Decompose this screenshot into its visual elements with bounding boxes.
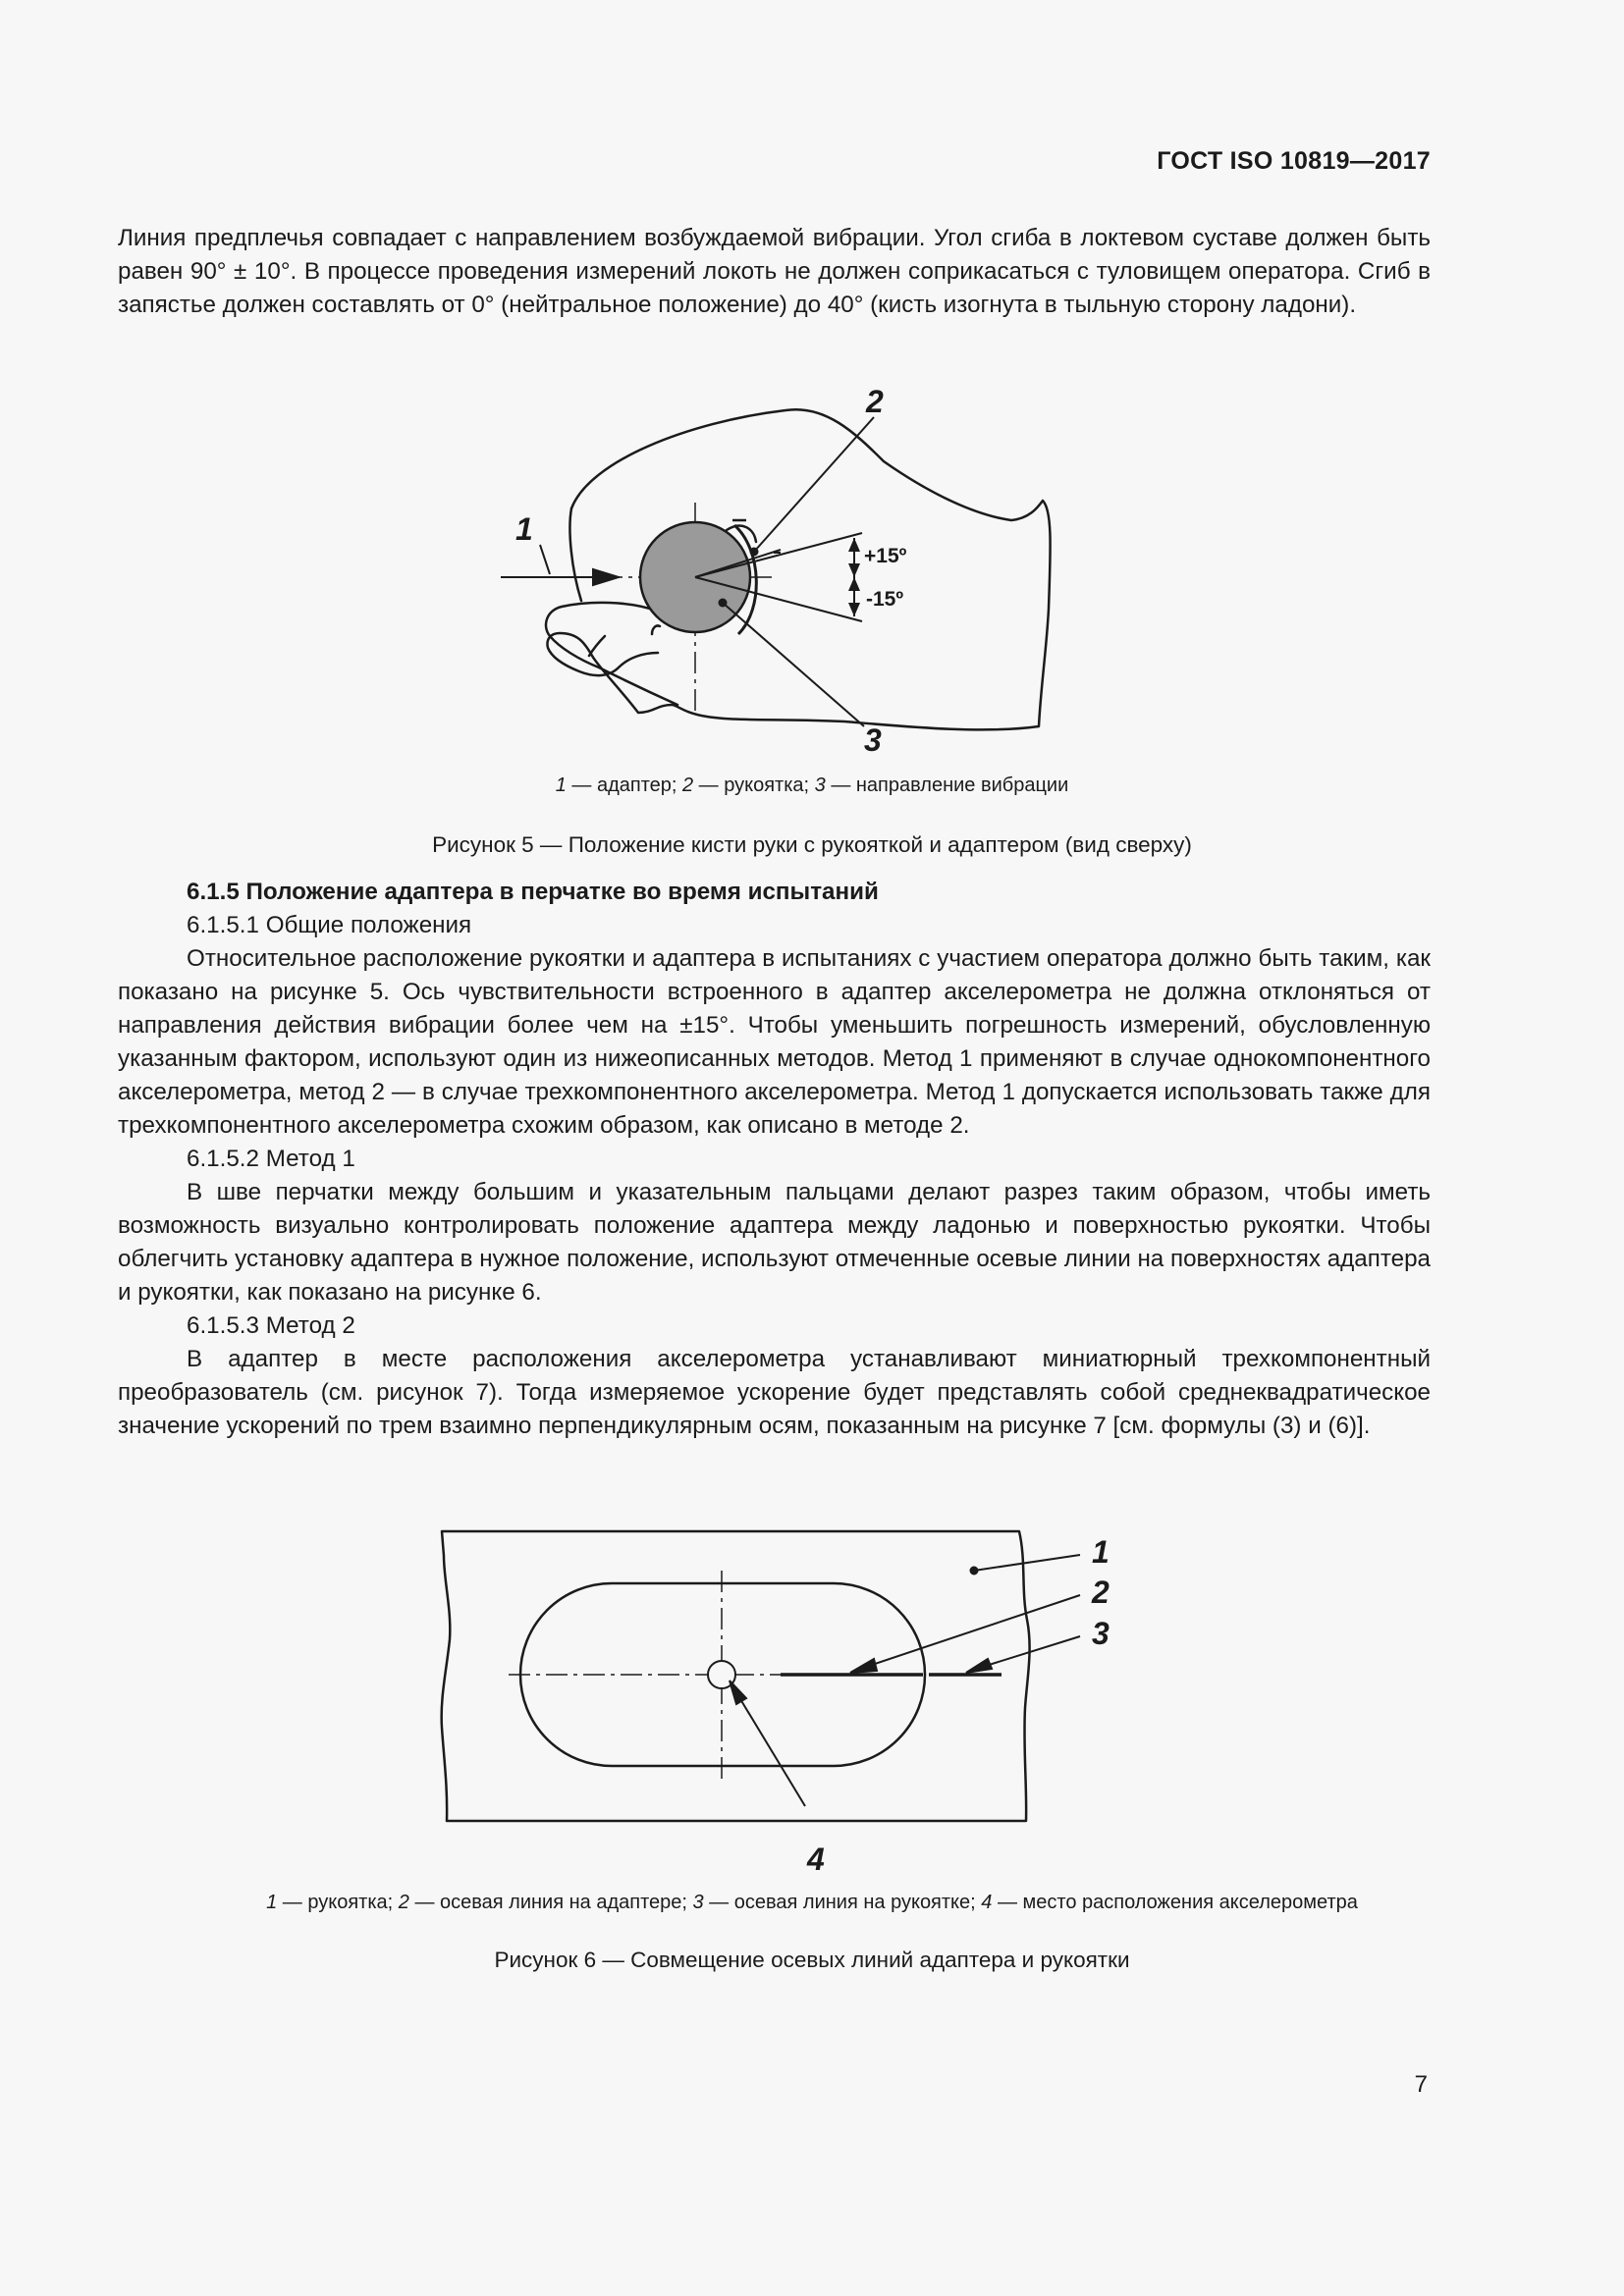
section-heading: 6.1.5 Положение адаптера в перчатке во время испытаний <box>187 879 879 905</box>
hand-outline <box>548 409 1051 729</box>
legend-text: — место расположения акселерометра <box>992 1892 1358 1913</box>
legend-key: 1 <box>555 774 567 796</box>
figure-5-hand-diagram <box>471 378 1080 771</box>
fig5-angle-minus: -15º <box>866 588 904 611</box>
fig6-label-2: 2 <box>1092 1575 1110 1610</box>
page-number: 7 <box>1414 2071 1428 2098</box>
section-6-1-5 <box>118 876 1431 1443</box>
fig6-label-1: 1 <box>1092 1534 1110 1570</box>
figure-6-axis-diagram <box>422 1517 1168 1880</box>
legend-text: — рукоятка; <box>277 1892 399 1913</box>
fig5-label-2: 2 <box>866 384 884 419</box>
intro-paragraph <box>118 222 1431 322</box>
fig5-label-3: 3 <box>864 722 882 758</box>
fig6-label-4: 4 <box>807 1842 825 1877</box>
legend-key: 4 <box>981 1892 993 1913</box>
legend-text: — осевая линия на рукоятке; <box>703 1892 982 1913</box>
figure-5-caption: Рисунок 5 — Положение кисти руки с рукояткой и адаптером (вид сверху) <box>432 832 1192 857</box>
legend-key: 3 <box>814 774 826 796</box>
legend-text: — осевая линия на адаптере; <box>408 1892 693 1913</box>
legend-key: 3 <box>692 1892 704 1913</box>
fig5-label-1: 1 <box>515 511 533 547</box>
legend-key: 2 <box>681 774 694 796</box>
legend-text: — направление вибрации <box>825 774 1069 796</box>
legend-key: 1 <box>266 1892 278 1913</box>
fig6-label-3: 3 <box>1092 1616 1110 1651</box>
subsection-title: 6.1.5.2 Метод 1 <box>187 1146 355 1172</box>
legend-key: 2 <box>398 1892 409 1913</box>
subsection-text: В адаптер в месте расположения акселерометра устанавливают миниатюрный трехкомпонентный преобразователь (см. рисунок 7). Тогда измеряемое ускорение будет представлять собой среднеквадратическое значение ускорений по трем взаимно перпендикулярным осям, показанным на рисунке 7 [см. формулы (3) и (6)]. <box>118 1346 1431 1439</box>
figure-6-caption: Рисунок 6 — Совмещение осевых линий адаптера и рукоятки <box>494 1948 1130 1972</box>
legend-text: — адаптер; <box>566 774 682 796</box>
fig5-angle-plus: +15º <box>864 545 907 567</box>
legend-text: — рукоятка; <box>693 774 815 796</box>
subsection-text: В шве перчатки между большим и указательным пальцами делают разрез таким образом, чтобы иметь возможность визуально контролировать положение адаптера между ладонью и поверхностью рукоятки. Чтобы облегчить установку адаптера в нужное положение, используют отмеченные осевые линии на поверхностях адаптера и рукоятки, как показано на рисунке 6. <box>118 1179 1431 1306</box>
figure-6-legend <box>0 1890 1624 1915</box>
subsection-title: 6.1.5.3 Метод 2 <box>187 1312 355 1339</box>
subsection-text: Относительное расположение рукоятки и адаптера в испытаниях с участием оператора должно быть таким, как показано на рисунке 5. Ось чувствительности встроенного в адаптер акселерометра не должна отклоняться от направления действия вибрации более чем на ±15°. Чтобы уменьшить погрешность измерений, обусловленную указанным фактором, используют один из нижеописанных методов. Метод 1 применяют в случае однокомпонентного акселерометра, метод 2 — в случае трехкомпонентного акселерометра. Метод 1 допускается использовать также для трехкомпонентного акселерометра схожим образом, как описано в методе 2. <box>118 945 1431 1139</box>
intro-text: Линия предплечья совпадает с направлением возбуждаемой вибрации. Угол сгиба в локтевом суставе должен быть равен 90° ± 10°. В процессе проведения измерений локоть не должен соприкасаться с туловищем оператора. Сгиб в запястье должен составлять от 0° (нейтральное положение) до 40° (кисть изогнута в тыльную сторону ладони). <box>118 225 1431 318</box>
document-header: ГОСТ ISO 10819—2017 <box>1157 147 1431 175</box>
figure-5-legend <box>0 773 1624 798</box>
subsection-title: 6.1.5.1 Общие положения <box>187 912 472 938</box>
